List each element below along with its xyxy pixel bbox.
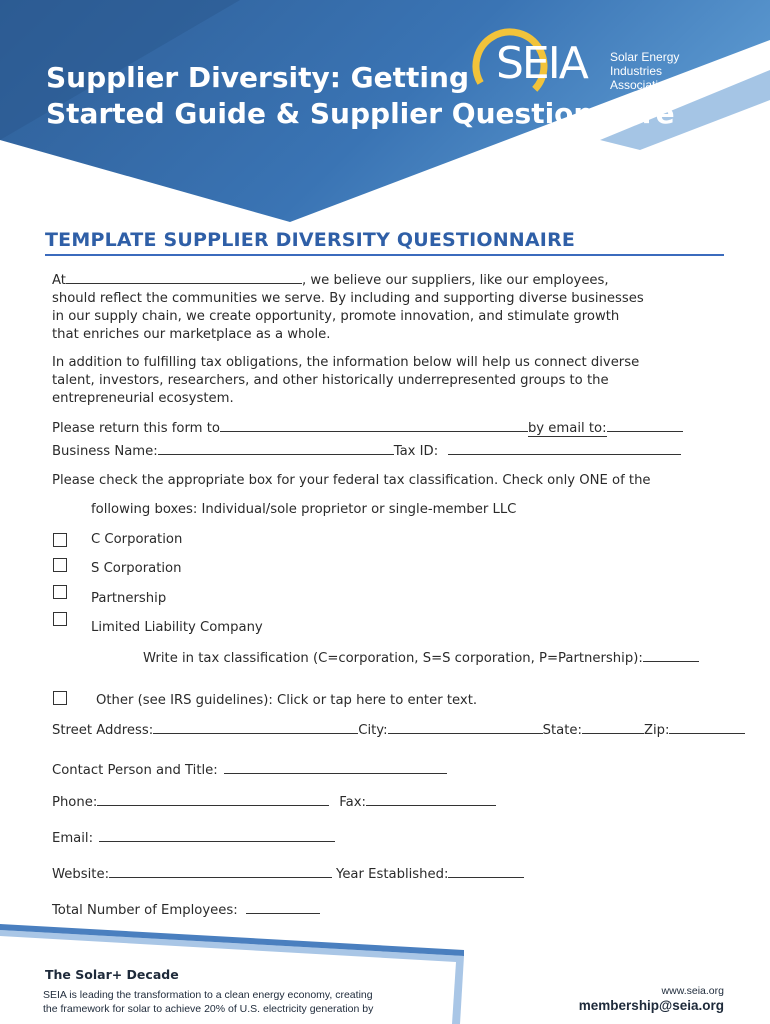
- tax-id-field[interactable]: [448, 442, 681, 455]
- title-line-2: Started Guide & Supplier Questionnaire: [46, 97, 675, 130]
- year-established-field[interactable]: [448, 865, 524, 878]
- contact-person-field[interactable]: [224, 761, 447, 774]
- business-name-row: Business Name: Tax ID:: [52, 442, 681, 461]
- employees-row: Total Number of Employees:: [52, 901, 320, 920]
- other-label[interactable]: Other (see IRS guidelines): Click or tap here to enter text.: [96, 693, 478, 708]
- intro-paragraph-2: In addition to fulfilling tax obligations, the information below will help us connect diverse talent, investors, researchers, and other historically underrepresented groups to the entrepreneurial ecosystem.: [52, 355, 640, 406]
- s-corporation-label: S Corporation: [91, 561, 182, 576]
- tax-instruction: Please check the appropriate box for your federal tax classification. Check only ONE of the: [52, 473, 651, 488]
- phone-fax-row: Phone: Fax:: [52, 793, 496, 812]
- footer-description: SEIA is leading the transformation to a clean energy economy, creating the framework for solar to achieve 20% of U.S. electricity generation by: [43, 989, 374, 1015]
- llc-label: Limited Liability Company: [91, 620, 263, 635]
- company-name-blank[interactable]: [66, 271, 302, 284]
- street-address-field[interactable]: [153, 721, 358, 734]
- logo-wordmark: SEIA: [496, 38, 587, 89]
- fax-field[interactable]: [366, 793, 496, 806]
- contact-row: Contact Person and Title:: [52, 761, 447, 780]
- city-field[interactable]: [388, 721, 543, 734]
- c-corporation-checkbox[interactable]: [53, 533, 67, 547]
- partnership-label: Partnership: [91, 591, 167, 606]
- footer-website-link[interactable]: www.seia.org: [661, 985, 724, 997]
- title-line-1: Supplier Diversity: Getting: [46, 61, 469, 94]
- website-row: Website: Year Established:: [52, 865, 524, 884]
- tax-instruction-2: following boxes: Individual/sole proprietor or single-member LLC: [91, 502, 517, 517]
- phone-field[interactable]: [97, 793, 329, 806]
- llc-checkbox[interactable]: [53, 612, 67, 626]
- section-divider: [45, 254, 724, 256]
- seia-logo: [470, 24, 720, 108]
- logo-subtitle: Solar Energy Industries Association®: [610, 50, 681, 92]
- s-corporation-checkbox[interactable]: [53, 558, 67, 572]
- partnership-checkbox[interactable]: [53, 585, 67, 599]
- llc-classification-field[interactable]: [643, 649, 699, 662]
- zip-field[interactable]: [669, 721, 745, 734]
- intro-paragraph-1: At , we believe our suppliers, like our employees, should reflect the communities we serve. By including and supporting diverse businesses in our supply chain, we create opportunity, promote innovation, and stimulate growth that enriches our marketplace as a whole.: [52, 273, 644, 342]
- state-field[interactable]: [582, 721, 644, 734]
- other-checkbox[interactable]: [53, 691, 67, 705]
- return-email-field[interactable]: [607, 419, 683, 432]
- address-row: Street Address: City: State: Zip:: [52, 721, 745, 740]
- email-row: Email:: [52, 829, 335, 848]
- return-to-field[interactable]: [220, 419, 528, 432]
- c-corporation-label: C Corporation: [91, 532, 183, 547]
- footer-email-link[interactable]: membership@seia.org: [578, 998, 724, 1013]
- employees-field[interactable]: [246, 901, 320, 914]
- llc-classification-row: Write in tax classification (C=corporation, S=S corporation, P=Partnership):: [143, 649, 699, 668]
- return-form-row: Please return this form to by email to:: [52, 419, 683, 438]
- business-name-field[interactable]: [158, 442, 394, 455]
- footer-heading: The Solar+ Decade: [45, 967, 179, 982]
- section-title: TEMPLATE SUPPLIER DIVERSITY QUESTIONNAIRE: [45, 229, 576, 251]
- website-field[interactable]: [109, 865, 332, 878]
- email-field[interactable]: [99, 829, 335, 842]
